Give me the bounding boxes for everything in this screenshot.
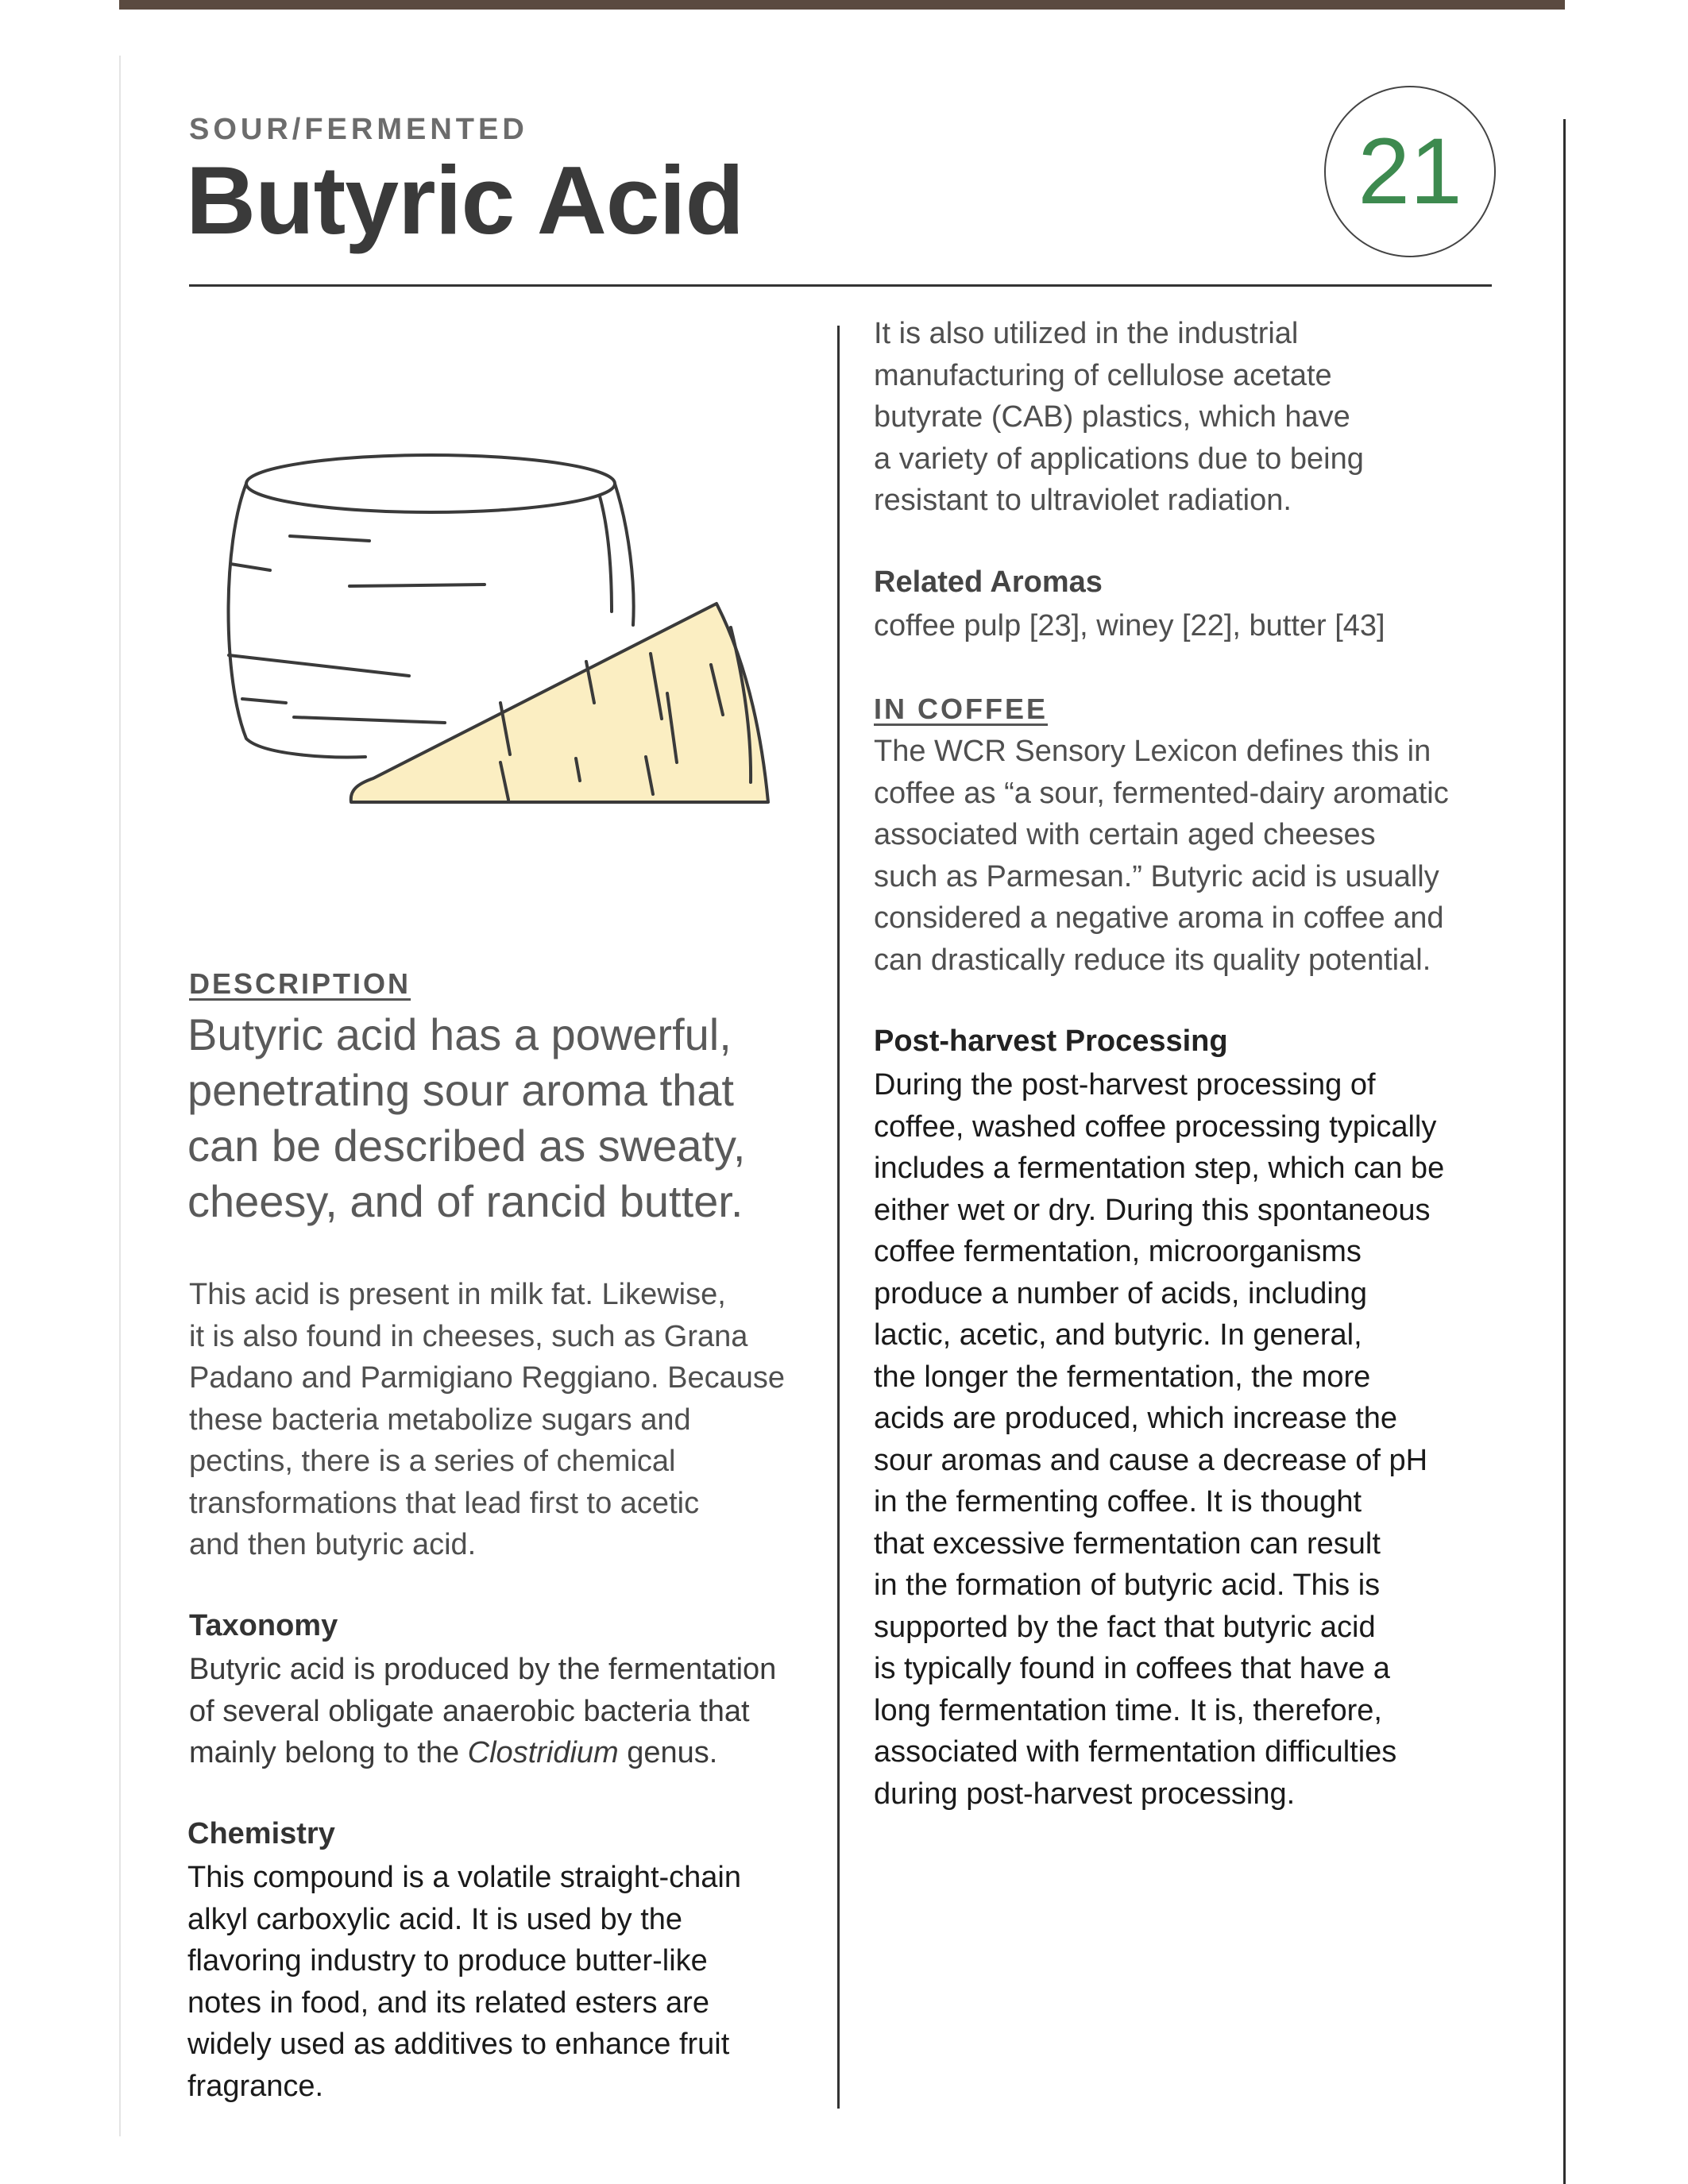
text-line: and then butyric acid. — [189, 1528, 477, 1561]
text-line: long fermentation time. It is, therefore, — [874, 1693, 1382, 1727]
post-harvest-heading: Post-harvest Processing — [874, 1024, 1228, 1058]
text-line: alkyl carboxylic acid. It is used by the — [187, 1902, 683, 1936]
text-line: During the post-harvest processing of — [874, 1068, 1376, 1102]
related-aromas-heading: Related Aromas — [874, 565, 1103, 599]
text-line: in the formation of butyric acid. This is — [874, 1569, 1381, 1602]
lead-line: cheesy, and of rancid butter. — [187, 1176, 744, 1226]
text-line: either wet or dry. During this spontaneous — [874, 1193, 1431, 1227]
lead-line: penetrating sour aroma that — [187, 1065, 734, 1115]
category-label: SOUR/FERMENTED — [189, 113, 528, 146]
in-coffee-paragraph — [874, 731, 1449, 981]
text-line — [189, 1732, 776, 1774]
text-line: of several obligate anaerobic bacteria that — [189, 1694, 750, 1728]
cheese-illustration — [214, 441, 786, 822]
text-line: it is also found in cheeses, such as Grana — [189, 1319, 748, 1353]
text-line: notes in food, and its related esters are — [187, 1985, 709, 2020]
text-line: The WCR Sensory Lexicon defines this in — [874, 735, 1431, 768]
text-line: pectins, there is a series of chemical — [189, 1445, 676, 1478]
text-line: Padano and Parmigiano Reggiano. Because — [189, 1361, 785, 1395]
text-line: coffee, washed coffee processing typically — [874, 1109, 1437, 1144]
text-line: coffee fermentation, microorganisms — [874, 1235, 1362, 1268]
cheese-wedge-icon — [351, 604, 768, 802]
text-line: associated with fermentation difficulties — [874, 1735, 1397, 1769]
text-line: widely used as additives to enhance fruit — [187, 2028, 730, 2061]
text-line: during post-harvest processing. — [874, 1777, 1296, 1811]
text-line: coffee as “a sour, fermented-dairy aromatic — [874, 776, 1449, 810]
text-line: in the fermenting coffee. It is thought — [874, 1485, 1362, 1518]
in-coffee-heading: IN COFFEE — [874, 693, 1049, 725]
text-line: transformations that lead first to acetic — [189, 1486, 700, 1520]
text-line: that excessive fermentation can result — [874, 1526, 1381, 1561]
text-line: manufacturing of cellulose acetate — [874, 358, 1332, 392]
lead-paragraph — [187, 1007, 791, 1229]
text-line: such as Parmesan.” Butyric acid is usually — [874, 859, 1439, 893]
text-line: includes a fermentation step, which can be — [874, 1152, 1445, 1185]
column-divider — [837, 326, 840, 2109]
text-line: is typically found in coffees that have a — [874, 1652, 1390, 1685]
post-harvest-paragraph — [874, 1064, 1444, 1815]
taxonomy-paragraph — [189, 1649, 776, 1774]
chemistry-heading: Chemistry — [187, 1817, 335, 1850]
industrial-use-paragraph — [874, 313, 1364, 522]
text-line: lactic, acetic, and butyric. In general, — [874, 1318, 1362, 1352]
chemistry-paragraph — [187, 1857, 741, 2107]
text-line: This compound is a volatile straight-chain — [187, 1861, 742, 1894]
intro-paragraph — [189, 1274, 785, 1566]
text-line: the longer the fermentation, the more — [874, 1360, 1371, 1394]
text-line: a variety of applications due to being — [874, 442, 1364, 476]
text-line: acids are produced, which increase the — [874, 1402, 1398, 1435]
text-line: can drastically reduce its quality potential. — [874, 943, 1431, 977]
text-line: these bacteria metabolize sugars and — [189, 1403, 691, 1437]
page-title: Butyric Acid — [186, 146, 744, 254]
aroma-number: 21 — [1358, 119, 1462, 224]
text-segment: genus. — [618, 1736, 718, 1769]
lead-line: can be described as sweaty, — [187, 1121, 746, 1171]
text-line: considered a negative aroma in coffee and — [874, 901, 1444, 935]
text-line: It is also utilized in the industrial — [874, 317, 1299, 350]
text-line: produce a number of acids, including — [874, 1276, 1368, 1310]
header-divider — [189, 284, 1492, 287]
text-line: supported by the fact that butyric acid — [874, 1610, 1376, 1644]
genus-name: Clostridium — [467, 1736, 619, 1769]
text-line: resistant to ultraviolet radiation. — [874, 484, 1292, 517]
aroma-number-badge — [1324, 86, 1496, 257]
related-aromas-text: coffee pulp [23], winey [22], butter [43] — [874, 609, 1385, 642]
text-line: butyrate (CAB) plastics, which have — [874, 400, 1350, 434]
description-heading: DESCRIPTION — [189, 967, 411, 1000]
text-line: flavoring industry to produce butter-like — [187, 1944, 708, 1978]
text-segment: mainly belong to the — [189, 1736, 468, 1769]
text-line: fragrance. — [187, 2069, 324, 2103]
taxonomy-heading: Taxonomy — [189, 1609, 338, 1642]
lead-line: Butyric acid has a powerful, — [187, 1009, 732, 1059]
text-line: sour aromas and cause a decrease of pH — [874, 1443, 1428, 1477]
text-line: This acid is present in milk fat. Likewise, — [189, 1278, 726, 1311]
text-line: associated with certain aged cheeses — [874, 818, 1376, 851]
text-line: Butyric acid is produced by the fermentation — [189, 1653, 777, 1686]
